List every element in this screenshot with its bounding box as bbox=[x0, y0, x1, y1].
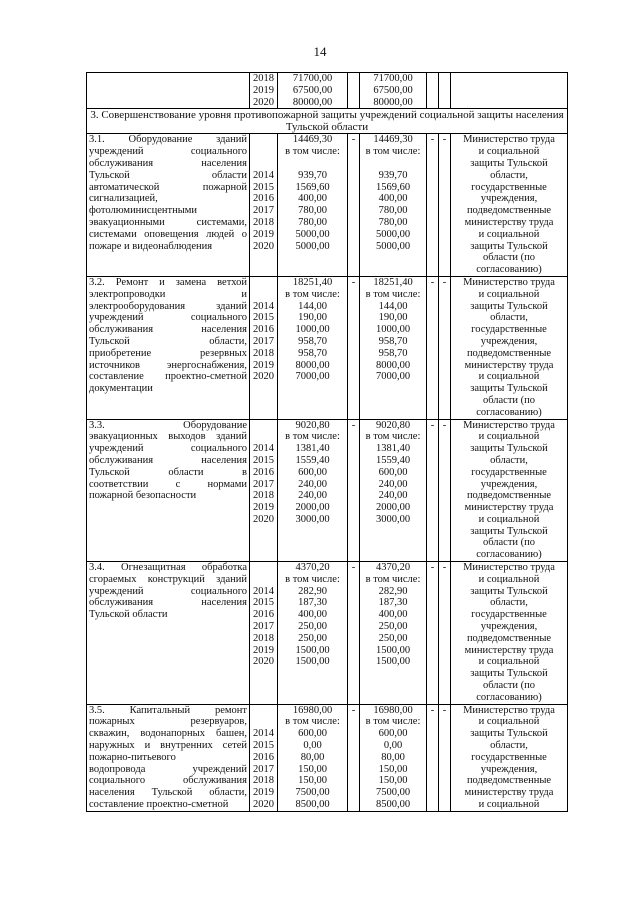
municipal-cell: - bbox=[427, 419, 439, 562]
years-cell: 2014 2015 2016 2017 2018 2019 2020 bbox=[250, 704, 278, 811]
federal-cell: - bbox=[348, 419, 360, 562]
municipal-cell bbox=[427, 73, 439, 109]
executor-cell: Министерство труда и социальной защиты Тульской области, государственные учреждения, подведомственные министерству труда и социальной защиты Тульской области (по согласованию) bbox=[451, 419, 568, 562]
total-cell: 14469,30 в том числе: 939,70 1569,60 400,00 780,00 780,00 5000,00 5000,00 bbox=[278, 134, 348, 277]
executor-cell: Министерство труда и социальной защиты Тульской области, государственные учреждения, подведомственные министерству труда и социальной защиты Тульской области (по согласованию) bbox=[451, 276, 568, 419]
regional-cell: 9020,80 в том числе: 1381,40 1559,40 600,00 240,00 240,00 2000,00 3000,00 bbox=[360, 419, 427, 562]
executor-cell: Министерство труда и социальной защиты Тульской области, государственные учреждения, подведомственные министерству труда и социальной защиты Тульской области (по согласованию) bbox=[451, 134, 568, 277]
measure-row bbox=[87, 276, 568, 419]
years-cell: 2014 2015 2016 2017 2018 2019 2020 bbox=[250, 419, 278, 562]
measure-name: 3.4. Огнезащитная обработка сгораемых конструкций зданий учреждений социального обслуживания населения Тульской области bbox=[87, 562, 250, 705]
extrabudget-cell: - bbox=[439, 419, 451, 562]
extrabudget-cell: - bbox=[439, 134, 451, 277]
extrabudget-cell: - bbox=[439, 562, 451, 705]
extrabudget-cell: - bbox=[439, 276, 451, 419]
measure-row bbox=[87, 562, 568, 705]
federal-cell: - bbox=[348, 562, 360, 705]
total-cell: 71700,00 67500,00 80000,00 bbox=[278, 73, 348, 109]
top-continuation-row bbox=[87, 73, 568, 109]
measure-row bbox=[87, 419, 568, 562]
measure-name: 3.3. Оборудование эвакуационных выходов зданий учреждений социального обслуживания населения Тульской области в соответствии с нормами пожарной безопасности bbox=[87, 419, 250, 562]
measure-name: 3.2. Ремонт и замена ветхой электропроводки и электрооборудования зданий учреждений социального обслуживания населения Тульской области, приобретение резервных источников энергоснабжения, составление проектно-сметной документации bbox=[87, 276, 250, 419]
section-title: 3. Совершенствование уровня противопожарной защиты учреждений социальной защиты населения Тульской области bbox=[87, 109, 568, 134]
municipal-cell: - bbox=[427, 134, 439, 277]
executor-cell bbox=[451, 73, 568, 109]
regional-cell: 16980,00 в том числе: 600,00 0,00 80,00 150,00 150,00 7500,00 8500,00 bbox=[360, 704, 427, 811]
executor-cell: Министерство труда и социальной защиты Тульской области, государственные учреждения, подведомственные министерству труда и социальной защиты Тульской области (по согласованию) bbox=[451, 562, 568, 705]
federal-cell: - bbox=[348, 134, 360, 277]
extrabudget-cell: - bbox=[439, 704, 451, 811]
regional-cell: 71700,00 67500,00 80000,00 bbox=[360, 73, 427, 109]
year-cell: 2018 2019 2020 bbox=[250, 73, 278, 109]
extrabudget-cell bbox=[439, 73, 451, 109]
municipal-cell: - bbox=[427, 276, 439, 419]
measure-name: 3.5. Капитальный ремонт пожарных резервуаров, скважин, водонапорных башен, наружных и внутренних сетей пожарно-питьевого водопровода учреждений социального обслуживания населения Тульской области, составление проектно-сметной bbox=[87, 704, 250, 811]
measure-row bbox=[87, 704, 568, 811]
program-table bbox=[86, 72, 568, 812]
years-cell: 2014 2015 2016 2017 2018 2019 2020 bbox=[250, 562, 278, 705]
total-cell: 9020,80 в том числе: 1381,40 1559,40 600,00 240,00 240,00 2000,00 3000,00 bbox=[278, 419, 348, 562]
executor-cell: Министерство труда и социальной защиты Тульской области, государственные учреждения, подведомственные министерству труда и социальной bbox=[451, 704, 568, 811]
federal-cell: - bbox=[348, 276, 360, 419]
measure-row bbox=[87, 134, 568, 277]
municipal-cell: - bbox=[427, 562, 439, 705]
municipal-cell: - bbox=[427, 704, 439, 811]
page-number: 14 bbox=[313, 44, 327, 59]
regional-cell: 18251,40 в том числе: 144,00 190,00 1000,00 958,70 958,70 8000,00 7000,00 bbox=[360, 276, 427, 419]
regional-cell: 14469,30 в том числе: 939,70 1569,60 400,00 780,00 780,00 5000,00 5000,00 bbox=[360, 134, 427, 277]
section-heading-row bbox=[87, 109, 568, 134]
total-cell: 4370,20 в том числе: 282,90 187,30 400,00 250,00 250,00 1500,00 1500,00 bbox=[278, 562, 348, 705]
federal-cell bbox=[348, 73, 360, 109]
federal-cell: - bbox=[348, 704, 360, 811]
empty-cell bbox=[87, 73, 250, 109]
regional-cell: 4370,20 в том числе: 282,90 187,30 400,00 250,00 250,00 1500,00 1500,00 bbox=[360, 562, 427, 705]
total-cell: 16980,00 в том числе: 600,00 0,00 80,00 150,00 150,00 7500,00 8500,00 bbox=[278, 704, 348, 811]
total-cell: 18251,40 в том числе: 144,00 190,00 1000,00 958,70 958,70 8000,00 7000,00 bbox=[278, 276, 348, 419]
years-cell: 2014 2015 2016 2017 2018 2019 2020 bbox=[250, 134, 278, 277]
years-cell: 2014 2015 2016 2017 2018 2019 2020 bbox=[250, 276, 278, 419]
measure-name: 3.1. Оборудование зданий учреждений социального обслуживания населения Тульской области автоматической пожарной сигнализацией, фотолюминисцентными эвакуационными системами, системами оповещения людей о пожаре и видеонаблюдения bbox=[87, 134, 250, 277]
